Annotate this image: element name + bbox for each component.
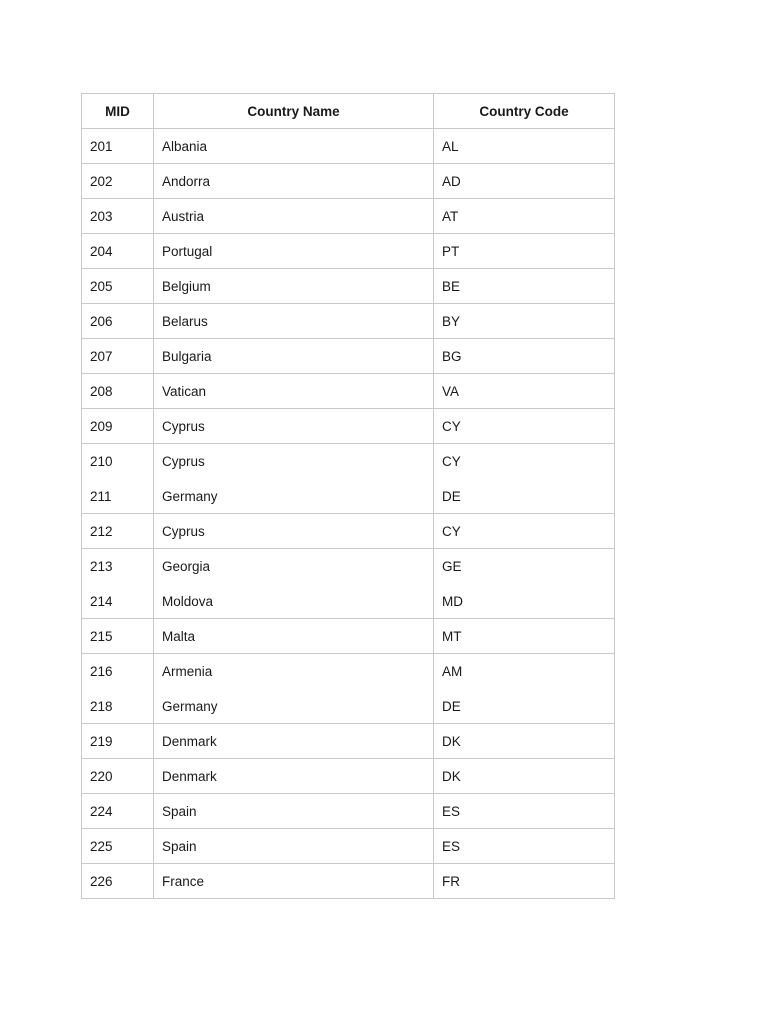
cell-country-name: Vatican — [154, 374, 434, 409]
table-row — [82, 339, 615, 374]
cell-country-name: Spain — [154, 829, 434, 864]
cell-country-name: Austria — [154, 199, 434, 234]
cell-country-name: Portugal — [154, 234, 434, 269]
table-row — [82, 269, 615, 304]
cell-mid: 204 — [82, 234, 154, 269]
table-row — [82, 654, 615, 689]
cell-country-name: Armenia — [154, 654, 434, 689]
cell-country-code: ES — [434, 829, 615, 864]
cell-country-name: Cyprus — [154, 514, 434, 549]
table-row — [82, 234, 615, 269]
cell-mid: 211 — [82, 479, 154, 514]
cell-country-name: Georgia — [154, 549, 434, 584]
cell-country-code: BG — [434, 339, 615, 374]
table-row — [82, 444, 615, 479]
cell-mid: 213 — [82, 549, 154, 584]
cell-mid: 208 — [82, 374, 154, 409]
cell-mid: 226 — [82, 864, 154, 899]
cell-country-code: MD — [434, 584, 615, 619]
cell-country-code: BE — [434, 269, 615, 304]
cell-country-name: Belgium — [154, 269, 434, 304]
cell-country-code: AM — [434, 654, 615, 689]
table-row — [82, 864, 615, 899]
table-row — [82, 619, 615, 654]
cell-mid: 225 — [82, 829, 154, 864]
cell-country-name: Albania — [154, 129, 434, 164]
cell-country-code: CY — [434, 514, 615, 549]
cell-country-code: AT — [434, 199, 615, 234]
table-body — [82, 129, 615, 899]
cell-mid: 219 — [82, 724, 154, 759]
table-row — [82, 374, 615, 409]
table-row — [82, 164, 615, 199]
cell-mid: 214 — [82, 584, 154, 619]
cell-mid: 209 — [82, 409, 154, 444]
cell-country-code: ES — [434, 794, 615, 829]
header-country-code: Country Code — [434, 94, 615, 129]
mid-country-table — [81, 93, 615, 899]
cell-country-name: Malta — [154, 619, 434, 654]
cell-country-code: BY — [434, 304, 615, 339]
cell-mid: 224 — [82, 794, 154, 829]
cell-mid: 202 — [82, 164, 154, 199]
table-row — [82, 409, 615, 444]
cell-country-name: Bulgaria — [154, 339, 434, 374]
table-row — [82, 689, 615, 724]
cell-country-name: Germany — [154, 689, 434, 724]
cell-mid: 212 — [82, 514, 154, 549]
cell-country-name: Cyprus — [154, 409, 434, 444]
cell-country-code: GE — [434, 549, 615, 584]
table-row — [82, 199, 615, 234]
cell-country-code: MT — [434, 619, 615, 654]
table-row — [82, 514, 615, 549]
table-row — [82, 479, 615, 514]
cell-country-code: DE — [434, 689, 615, 724]
table-row — [82, 794, 615, 829]
cell-country-name: Denmark — [154, 759, 434, 794]
table-row — [82, 829, 615, 864]
cell-mid: 210 — [82, 444, 154, 479]
header-country-name: Country Name — [154, 94, 434, 129]
cell-mid: 218 — [82, 689, 154, 724]
cell-country-code: AL — [434, 129, 615, 164]
cell-country-name: Belarus — [154, 304, 434, 339]
table-row — [82, 304, 615, 339]
cell-country-code: CY — [434, 444, 615, 479]
cell-country-code: FR — [434, 864, 615, 899]
cell-mid: 205 — [82, 269, 154, 304]
table-row — [82, 724, 615, 759]
cell-country-code: DK — [434, 724, 615, 759]
cell-country-name: Denmark — [154, 724, 434, 759]
cell-country-code: VA — [434, 374, 615, 409]
cell-mid: 207 — [82, 339, 154, 374]
cell-country-name: Andorra — [154, 164, 434, 199]
cell-country-name: France — [154, 864, 434, 899]
table-row — [82, 759, 615, 794]
table-row — [82, 129, 615, 164]
cell-mid: 203 — [82, 199, 154, 234]
cell-country-code: DK — [434, 759, 615, 794]
cell-mid: 220 — [82, 759, 154, 794]
cell-country-name: Spain — [154, 794, 434, 829]
cell-country-name: Cyprus — [154, 444, 434, 479]
header-mid: MID — [82, 94, 154, 129]
cell-mid: 206 — [82, 304, 154, 339]
header-row — [82, 94, 615, 129]
cell-mid: 201 — [82, 129, 154, 164]
table-row — [82, 584, 615, 619]
cell-country-code: DE — [434, 479, 615, 514]
cell-country-name: Moldova — [154, 584, 434, 619]
cell-country-code: AD — [434, 164, 615, 199]
table-header — [82, 94, 615, 129]
cell-mid: 216 — [82, 654, 154, 689]
cell-country-code: PT — [434, 234, 615, 269]
table-row — [82, 549, 615, 584]
cell-mid: 215 — [82, 619, 154, 654]
cell-country-code: CY — [434, 409, 615, 444]
cell-country-name: Germany — [154, 479, 434, 514]
